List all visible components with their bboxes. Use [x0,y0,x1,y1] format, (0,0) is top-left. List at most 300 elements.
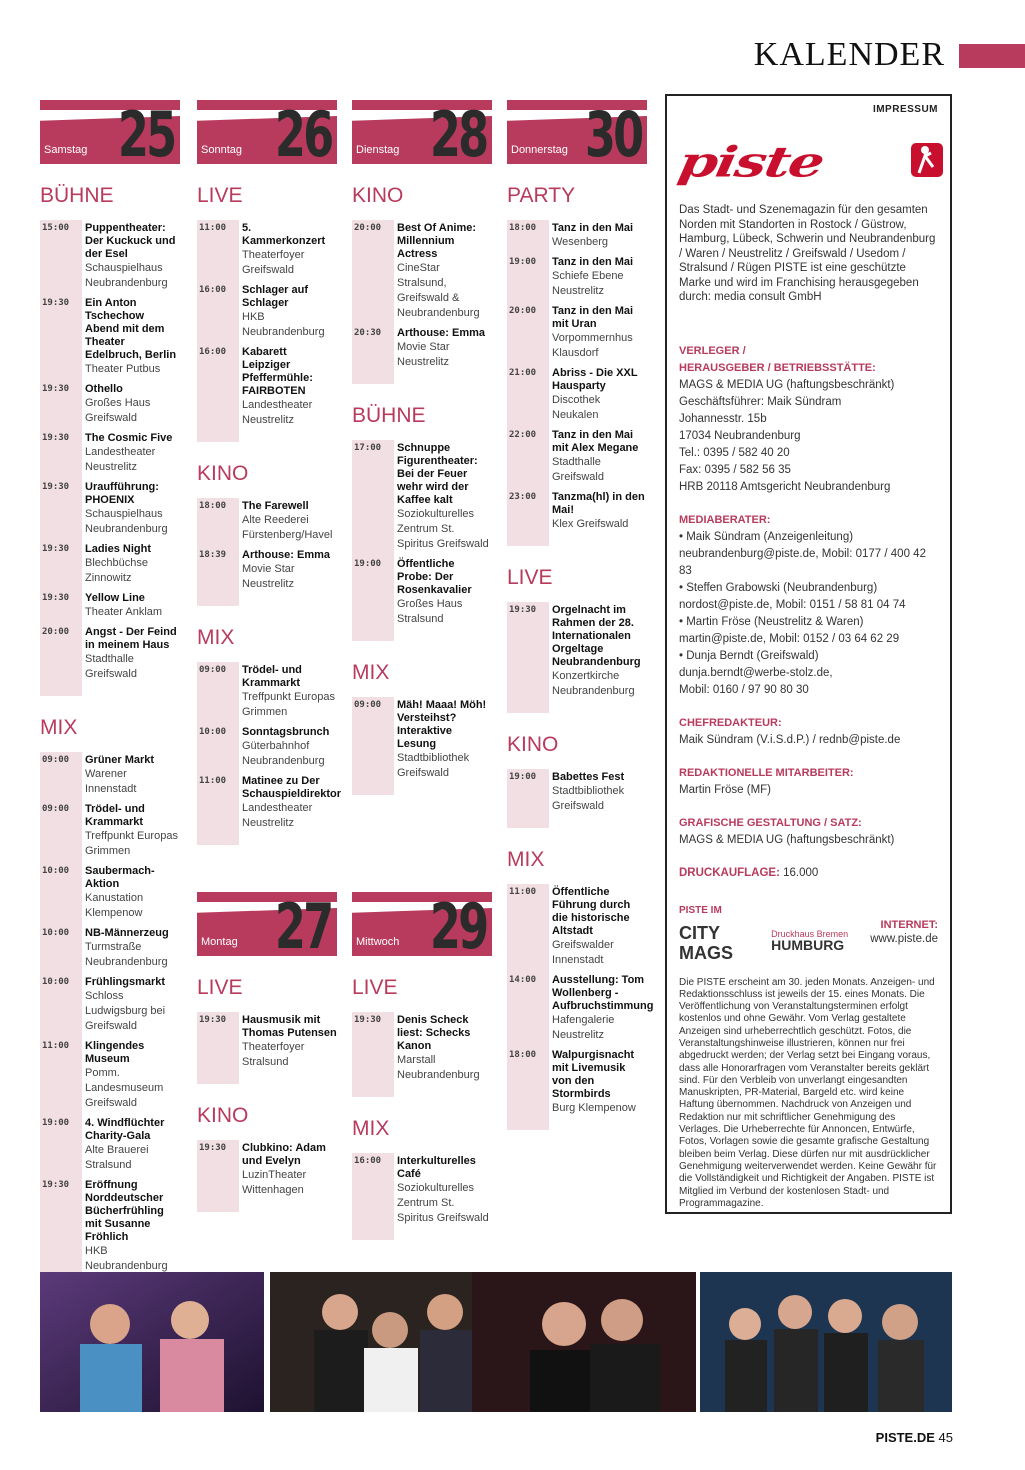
mediaberater-lines [679,529,938,699]
event-name: Frühlingsmarkt [85,976,166,988]
event-time: 19:30 [42,298,70,308]
event-item [509,602,647,703]
event-list-end [239,432,337,442]
event-name: NB-Männerzeug [85,927,169,939]
day-column-29 [352,886,492,1240]
event-name: Saubermach-Aktion [85,865,155,890]
section-title: LIVE [197,184,243,207]
event-time: 18:00 [509,1050,537,1060]
event-time: 19:00 [509,772,537,782]
verleger-heading-line2: HERAUSGEBER / BETRIEBSSTÄTTE: [679,361,876,374]
event-list-end [394,1230,492,1240]
event-venue: Soziokulturelles Zentrum St. Spiritus Greifswald [397,1182,489,1224]
verleger-lines [679,377,938,496]
date-number: 26 [274,98,331,171]
event-list [40,220,180,696]
event-venue: Schiefe Ebene Neustrelitz [552,270,624,297]
event-venue: Alte Reederei Fürstenberg/Havel [242,514,333,541]
event-venue: Wesenberg [552,236,609,248]
impressum-line: • Dunja Berndt (Greifswald) [679,649,819,662]
event-list-end [239,1202,337,1212]
event-item [199,547,337,596]
event-item [199,282,337,344]
event-list [352,440,492,641]
event-name: 5. Kammerkonzert [242,222,326,247]
event-venue: Marstall Neubrandenburg [397,1054,480,1081]
section-title: LIVE [507,566,553,589]
section-title: MIX [352,1117,390,1140]
event-item [509,769,647,818]
event-venue: Theater Putbus [85,363,161,375]
impressum-line: Fax: 0395 / 582 56 35 [679,463,791,476]
section-title: MIX [352,661,390,684]
event-list-end [549,536,647,546]
chefredakteur-heading: CHEFREDAKTEUR: [679,716,782,729]
event-time: 11:00 [42,1041,70,1051]
event-item [354,1153,492,1230]
event-list-end [239,1074,337,1084]
event-list [197,1012,337,1084]
event-item [42,541,180,590]
event-name: Puppentheater: Der Kuckuck und der Esel [85,222,176,260]
event-venue: Stadtbibliothek Greifswald [552,785,625,812]
event-venue: HKB Neubrandenburg [242,311,325,338]
event-venue: Pomm. Landesmuseum Greifswald [85,1067,164,1109]
date-block [197,94,337,171]
event-name: Trödel- und Krammarkt [242,664,302,689]
event-time: 11:00 [199,776,227,786]
event-item [42,220,180,295]
date-number: 29 [429,890,486,963]
section-title: MIX [507,848,545,871]
event-name: Best Of Anime: Millennium Actress [397,222,477,260]
event-name: Ausstellung: Tom Wollenberg - Aufbruchstimmung [552,974,654,1012]
event-item [42,1177,180,1278]
impressum-line: Geschäftsführer: Maik Sündram [679,395,842,408]
day-column-27 [197,886,337,1212]
event-venue: Stadtbibliothek Greifswald [397,752,470,779]
event-name: Yellow Line [85,592,145,604]
event-item [509,427,647,489]
event-list-end [239,835,337,845]
druckhaus-logo [771,929,848,963]
footer-site: PISTE.DE [875,1430,935,1445]
event-name: Kabarett Leipziger Pfeffermühle: FAIRBOTEN [242,346,313,397]
photo-scene-3-icon [472,1272,696,1412]
event-name: Uraufführung: PHOENIX [85,481,159,506]
event-list-end [394,631,492,641]
event-item [42,430,180,479]
event-time: 20:00 [42,627,70,637]
event-item [509,1047,647,1120]
verleger-heading [679,343,938,377]
event-time: 11:00 [509,887,537,897]
event-item [199,724,337,773]
photo-scene-4-icon [700,1272,952,1412]
event-item [42,925,180,974]
party-photo-4 [700,1272,952,1412]
event-name: Hausmusik mit Thomas Putensen [242,1014,337,1039]
event-time: 09:00 [42,804,70,814]
event-list [352,1153,492,1240]
event-time: 19:00 [509,257,537,267]
page-footer [876,1430,953,1445]
event-name: Tanzma(hl) in den Mai! [552,491,645,516]
event-time: 21:00 [509,368,537,378]
event-item [199,662,337,724]
event-item [509,220,647,254]
piste-logo-word: piste [674,137,827,187]
event-list-end [82,686,180,696]
event-list-end [394,374,492,384]
event-item [199,344,337,432]
event-list [507,884,654,1130]
event-name: Grüner Markt [85,754,155,766]
event-name: 4. Windflüchter Charity-Gala [85,1117,165,1142]
city-logo-text: CITY [679,922,721,943]
event-venue: Alte Brauerei Stralsund [85,1144,149,1171]
event-time: 19:30 [354,1015,382,1025]
header-accent-bar [959,44,1025,68]
druckauflage-value: 16.000 [779,866,819,879]
city-mags-logo [679,923,749,963]
event-venue: Soziokulturelles Zentrum St. Spiritus Greifswald [397,508,489,550]
weekday-label: Montag [201,936,238,948]
internet-label: INTERNET: [880,918,938,931]
event-venue: LuzinTheater Wittenhagen [242,1169,307,1196]
event-name: Walpurgisnacht mit Livemusik von den Stormbirds [552,1049,635,1100]
event-list [197,662,342,845]
party-photo-3 [472,1272,696,1412]
mags-logo-text: MAGS [679,942,733,963]
event-venue: Burg Klempenow [552,1102,636,1114]
date-block [352,94,492,171]
piste-logo [674,129,938,189]
page-number: 45 [938,1430,953,1445]
event-list [40,752,180,1288]
event-venue: Landestheater Neustrelitz [85,446,156,473]
event-name: Öffentliche Führung durch die historische Altstadt [552,886,631,937]
event-name: Arthouse: Emma [242,549,331,561]
event-venue: Theaterfoyer Stralsund [242,1041,305,1068]
photo-scene-1-icon [40,1272,264,1412]
event-name: Mäh! Maaa! Möh! Versteihst? Interaktive Lesung [397,699,487,750]
event-time: 19:30 [509,605,537,615]
date-number: 25 [117,98,174,171]
event-time: 18:39 [199,550,227,560]
grafik-heading: GRAFISCHE GESTALTUNG / SATZ: [679,816,862,829]
event-time: 19:30 [42,433,70,443]
event-time: 19:30 [199,1143,227,1153]
event-list [197,220,337,442]
event-venue: Theater Anklam [85,606,163,618]
weekday-label: Donnerstag [511,144,568,156]
event-item [42,974,180,1038]
event-time: 19:00 [354,559,382,569]
event-name: Interkulturelles Café [397,1155,476,1180]
event-item [42,381,180,430]
day-column-26 [197,94,342,845]
event-time: 19:30 [42,593,70,603]
event-name: Schnuppe Figurentheater: Bei der Feuer wehr wird der Kaffee kalt [397,442,478,506]
event-time: 10:00 [42,977,70,987]
event-list-end [549,1120,647,1130]
section-title: KINO [507,733,559,756]
event-item [42,295,180,381]
event-name: Abriss - Die XXL Hausparty [552,367,638,392]
event-venue: Schauspielhaus Neubrandenburg [85,262,168,289]
partner-logos [679,918,938,963]
date-block [507,94,647,171]
event-list [352,220,492,384]
druckhaus-main: HUMBURG [771,936,845,953]
section-title: KINO [352,184,404,207]
event-venue: HKB Neubrandenburg [85,1245,168,1272]
event-item [509,972,654,1047]
event-time: 10:00 [199,727,227,737]
skier-icon [909,141,945,181]
impressum-line: Tel.: 0395 / 582 40 20 [679,446,790,459]
section-title: KINO [197,462,249,485]
date-number: 30 [584,98,641,171]
date-block [197,886,337,963]
event-time: 20:00 [509,306,537,316]
event-time: 20:00 [354,223,382,233]
section-title: KINO [197,1104,249,1127]
impressum-line: martin@piste.de, Mobil: 0152 / 03 64 62 29 [679,632,900,645]
event-time: 15:00 [42,223,70,233]
event-name: Orgelnacht im Rahmen der 28. Internationalen Orgeltage Neubrandenburg [552,604,641,668]
impressum-line: Mobil: 0160 / 97 90 80 30 [679,683,809,696]
event-time: 10:00 [42,866,70,876]
event-venue: Greifswalder Innenstadt [552,939,614,966]
day-column-30 [507,94,654,1130]
event-name: Öffentliche Probe: Der Rosenkavalier [397,558,472,596]
druckhaus-top: Druckhaus Bremen [771,928,849,939]
event-name: Schlager auf Schlager [242,284,309,309]
page-title: KALENDER [753,36,945,73]
event-name: Tanz in den Mai mit Alex Megane [552,429,639,454]
impressum-intro: Das Stadt- und Szenemagazin für den gesamten Norden mit Standorten in Rostock / Güstrow, Hamburg, Lübeck, Schwerin und Neubrandenburg / Waren / Neustrelitz / Greifswald / Usedom / Stralsund / Rügen PISTE ist eine geschützte Marke und wird im Franchising herausgegeben durch: media consult GmbH [679,204,936,303]
event-venue: Stadthalle Greifswald [552,456,604,483]
event-venue: Konzertkirche Neubrandenburg [552,670,635,697]
event-venue: Movie Star Neustrelitz [242,563,295,590]
event-name: The Cosmic Five [85,432,173,444]
event-name: Klingendes Museum [85,1040,145,1065]
event-venue: Blechbüchse Zinnowitz [85,557,148,584]
chefredakteur-line: Maik Sündram (V.i.S.d.P.) / rednb@piste.de [679,733,901,746]
druckauflage-label: DRUCKAUFLAGE: [679,866,780,879]
druckauflage [679,865,938,882]
date-number: 28 [429,98,486,171]
event-item [354,1012,492,1087]
weekday-label: Sonntag [201,144,242,156]
event-item [199,773,342,835]
event-list-end [394,785,492,795]
date-block [352,886,492,963]
redaktion-heading: REDAKTIONELLE MITARBEITER: [679,766,854,779]
event-time: 10:00 [42,928,70,938]
section-title: MIX [40,716,78,739]
event-list-end [549,818,647,828]
event-venue: Movie Star Neustrelitz [397,341,450,368]
event-venue: Warener Innenstadt [85,768,137,795]
event-name: Tanz in den Mai [552,256,634,268]
event-time: 22:00 [509,430,537,440]
impressum-line: nordost@piste.de, Mobil: 0151 / 58 81 04 74 [679,598,906,611]
internet-link[interactable]: www.piste.de [870,932,938,945]
event-item [199,1140,337,1202]
event-item [42,801,180,863]
event-time: 09:00 [354,700,382,710]
weekday-label: Dienstag [356,144,400,156]
event-venue: Landestheater Neustrelitz [242,399,313,426]
event-list [197,498,337,606]
impressum-line: • Steffen Grabowski (Neubrandenburg) [679,581,878,594]
event-item [199,498,337,547]
event-venue: Treffpunkt Europas Grimmen [242,691,335,718]
event-time: 19:30 [42,482,70,492]
date-number: 27 [274,890,331,963]
section-title: LIVE [352,976,398,999]
event-time: 09:00 [199,665,227,675]
event-time: 16:00 [199,347,227,357]
event-time: 14:00 [509,975,537,985]
event-time: 19:30 [42,1180,70,1190]
day-column-25 [40,94,180,1288]
impressum-line: MAGS & MEDIA UG (haftungsbeschränkt) [679,378,895,391]
event-list [507,602,647,713]
event-name: Babettes Fest [552,771,625,783]
grafik-line: MAGS & MEDIA UG (haftungsbeschränkt) [679,833,895,846]
event-name: Arthouse: Emma [397,327,486,339]
event-time: 18:00 [199,501,227,511]
event-time: 23:00 [509,492,537,502]
event-time: 19:00 [42,1118,70,1128]
section-title: MIX [197,626,235,649]
event-venue: Großes Haus Greifswald [85,397,151,424]
event-time: 11:00 [199,223,227,233]
section-title: BÜHNE [352,404,426,427]
event-name: The Farewell [242,500,309,512]
event-venue: CineStar Stralsund, Greifswald & Neubrandenburg [397,262,480,319]
event-item [509,365,647,427]
party-photo-1 [40,1272,264,1412]
event-name: Angst - Der Feind in meinem Haus [85,626,177,651]
event-venue: Kanustation Klempenow [85,892,144,919]
impressum-box [665,94,952,1214]
event-item [509,254,647,303]
event-venue: Treffpunkt Europas Grimmen [85,830,178,857]
event-time: 18:00 [509,223,537,233]
weekday-label: Mittwoch [356,936,400,948]
section-title: PARTY [507,184,576,207]
event-item [42,624,180,686]
event-time: 19:30 [42,384,70,394]
event-list [352,697,492,795]
event-venue: Klex Greifswald [552,518,629,530]
section-title: LIVE [197,976,243,999]
impressum-line: 17034 Neubrandenburg [679,429,801,442]
section-title: BÜHNE [40,184,114,207]
impressum-line: Johannesstr. 15b [679,412,767,425]
event-time: 17:00 [354,443,382,453]
event-item [199,220,337,282]
event-name: Trödel- und Krammarkt [85,803,145,828]
redaktion-line: Martin Fröse (MF) [679,783,771,796]
event-list [507,220,647,546]
impressum-line: dunja.berndt@werbe-stolz.de, [679,666,833,679]
event-item [354,325,492,374]
event-item [199,1012,337,1074]
event-item [509,303,647,365]
event-venue: Schauspielhaus Neubrandenburg [85,508,168,535]
event-list-end [394,1087,492,1097]
weekday-label: Samstag [44,144,88,156]
event-list [197,1140,337,1212]
event-item [354,220,492,325]
event-name: Tanz in den Mai [552,222,634,234]
event-name: Denis Scheck liest: Schecks Kanon [397,1014,471,1052]
event-item [509,489,647,536]
party-photo-2 [270,1272,494,1412]
event-venue: Theaterfoyer Greifswald [242,249,305,276]
event-item [354,556,492,631]
event-name: Sonntagsbrunch [242,726,330,738]
event-venue: Discothek Neukalen [552,394,601,421]
event-venue: Turmstraße Neubrandenburg [85,941,168,968]
event-list-end [239,596,337,606]
date-block [40,94,180,171]
event-venue: Hafengalerie Neustrelitz [552,1014,615,1041]
event-list [507,769,647,828]
event-name: Eröffnung Norddeutscher Bücherfrühling mit Susanne Fröhlich [85,1179,164,1243]
impressum-line: neubrandenburg@piste.de, Mobil: 0177 / 400 42 83 [679,547,926,577]
mediaberater-heading: MEDIABERATER: [679,513,771,526]
event-item [42,752,180,801]
event-name: Othello [85,383,123,395]
event-item [42,590,180,624]
event-time: 19:30 [199,1015,227,1025]
event-name: Matinee zu Der Schauspieldirektor [242,775,342,800]
legal-text: Die PISTE erscheint am 30. jeden Monats. Anzeigen- und Redaktionsschluss ist jeweils der 15. eines Monats. Die Veröffentlichung von Veranstaltungsterminen erfolgt kostenlos und ohne Gewähr. Vom Verlag gestaltete Anzeigen sind urheberrechtlich geschützt. Fotos, die Veranstaltungshinweise illustrieren, können nur frei abgedruckt werden; der Verlag setzt bei Eingang voraus, dass alle Honorarfragen vom Veranstalter bereits geklärt sind. Für den Verbleib von unverlangt eingesandten Manuskripten, PR-Material, Bargeld etc. wird keine Haftung übernommen. Nachdruck von Anzeigen und Redaktion nur mit schriftlicher Genehmigung des Verlages. Die Urheberrechte für Annoncen, Entwürfe, Fotos, Vorlagen sowie die gesamte grafische Gestaltung bleiben beim Verlag. Diese dürfen nur mit ausdrücklicher Genehmigung weiterverwendet werden. Keine Gewähr für die Vollständigkeit und Richtigkeit der Angaben. PISTE ist Mitglied im Verbund der kostenlosen Stadt- und Programmagazine. [679,976,937,1209]
event-name: Ein Anton Tschechow Abend mit dem Theater Edelbruch, Berlin [85,297,177,361]
event-time: 16:00 [199,285,227,295]
impressum-line: • Martin Fröse (Neustrelitz & Waren) [679,615,864,628]
impressum-heading: IMPRESSUM [872,104,938,115]
event-venue: Großes Haus Stralsund [397,598,463,625]
event-time: 16:00 [354,1156,382,1166]
event-item [42,1115,180,1177]
event-venue: Landestheater Neustrelitz [242,802,313,829]
event-item [42,863,180,925]
event-list [352,1012,492,1097]
event-item [354,440,492,556]
photo-scene-2-icon [270,1272,494,1412]
event-item [509,884,647,972]
event-item [42,479,180,541]
event-time: 09:00 [42,755,70,765]
event-list-end [549,703,647,713]
event-time: 19:30 [42,544,70,554]
event-venue: Stadthalle Greifswald [85,653,137,680]
internet-block [870,919,938,963]
event-item [354,697,492,785]
event-time: 20:30 [354,328,382,338]
event-name: Ladies Night [85,543,152,555]
piste-im-heading: PISTE IM [679,904,722,916]
event-name: Tanz in den Mai mit Uran [552,305,634,330]
